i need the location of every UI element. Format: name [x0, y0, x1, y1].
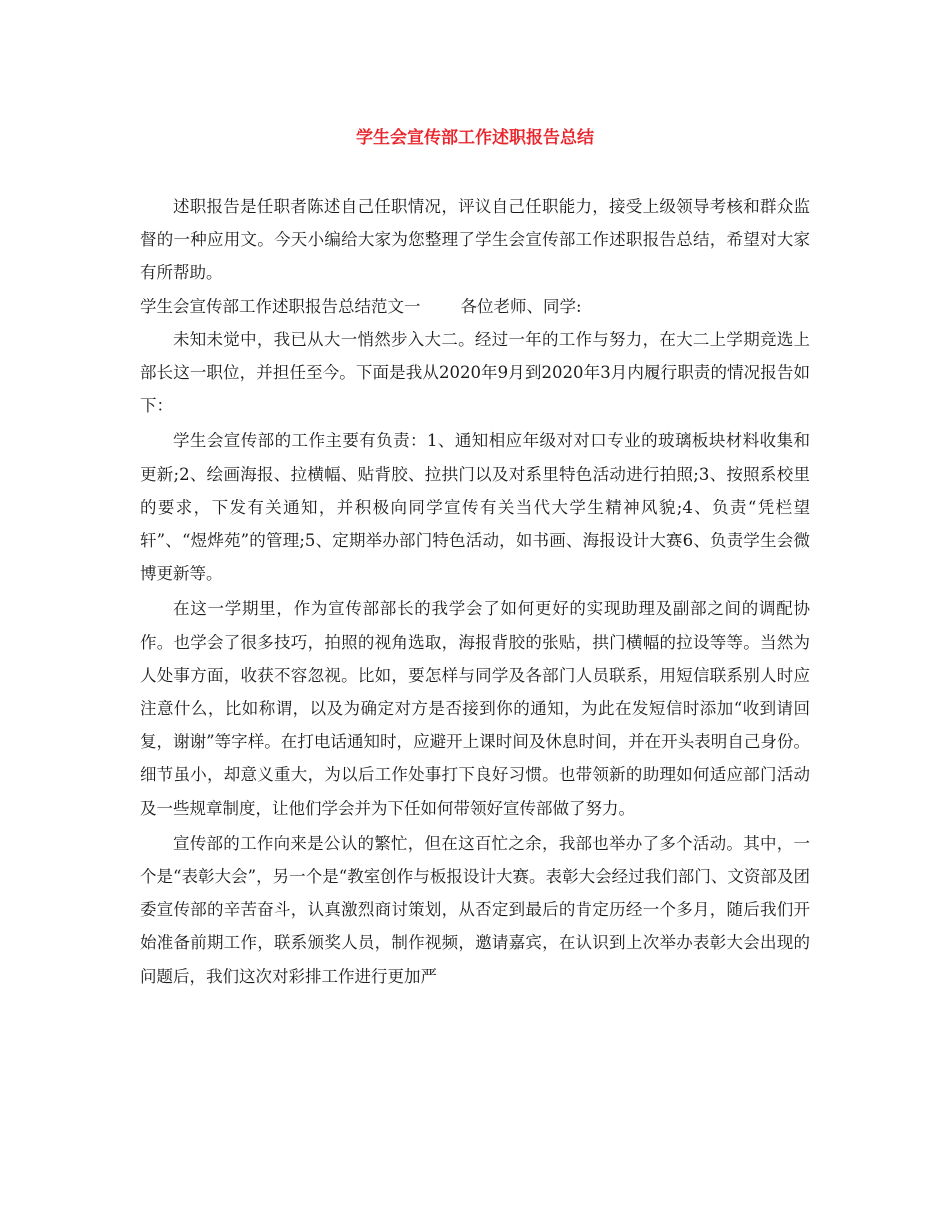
intro-paragraph: 述职报告是任职者陈述自己任职情况，评议自己任职能力，接受上级领导考核和群众监督的一种应用文。今天小编给大家为您整理了学生会宣传部工作述职报告总结，希望对大家有所帮助。: [140, 197, 810, 283]
body-paragraph-3: 在这一学期里，作为宣传部部长的我学会了如何更好的实现助理及副部之间的调配协作。也学会了很多技巧，拍照的视角选取，海报背胶的张贴，拱门横幅的拉设等等。当然为人处事方面，收获不容忽视。比如，要怎样与同学及各部门人员联系，用短信联系别人时应注意什么，比如称谓，以及为确定对方是否接到你的通知，为此在发短信时添加“收到请回复，谢谢”等字样。在打电话通知时，应避开上课时间及休息时间，并在开头表明自己身份。细节虽小，却意义重大，为以后工作处事打下良好习惯。也带领新的助理如何适应部门活动及一些规章制度，让他们学会并为下任如何带领好宣传部做了努力。: [140, 599, 810, 818]
document-body: [140, 190, 810, 993]
body-paragraph-4: 宣传部的工作向来是公认的繁忙，但在这百忙之余，我部也举办了多个活动。其中，一个是“表彰大会”，另一个是“教室创作与板报设计大赛。表彰大会经过我们部门、文资部及团委宣传部的辛苦奋斗，认真激烈商讨策划，从否定到最后的肯定历经一个多月，随后我们开始准备前期工作，联系颁奖人员，制作视频，邀请嘉宾，在认识到上次举办表彰大会出现的问题后，我们这次对彩排工作进行更加严: [140, 833, 810, 986]
sample-heading-line: [140, 290, 810, 323]
sample-heading: 学生会宣传部工作述职报告总结范文一: [140, 296, 421, 316]
greeting: 各位老师、同学:: [460, 296, 582, 316]
document-title: 学生会宣传部工作述职报告总结: [356, 128, 594, 148]
body-paragraph-1: 未知未觉中，我已从大一悄然步入大二。经过一年的工作与努力，在大二上学期竞选上部长这一职位，并担任至今。下面是我从2020年9月到2020年3月内履行职责的情况报告如下：: [140, 329, 810, 416]
body-paragraph-2: 学生会宣传部的工作主要有负责：1、通知相应年级对对口专业的玻璃板块材料收集和更新;2、绘画海报、拉横幅、贴背胶、拉拱门以及对系里特色活动进行拍照;3、按照系校里的要求，下发有关通知，并积极向同学宣传有关当代大学生精神风貌;4、负责“凭栏望轩”、“煜烨苑”的管理;5、定期举办部门特色活动，如书画、海报设计大赛6、负责学生会微博更新等。: [140, 431, 810, 584]
